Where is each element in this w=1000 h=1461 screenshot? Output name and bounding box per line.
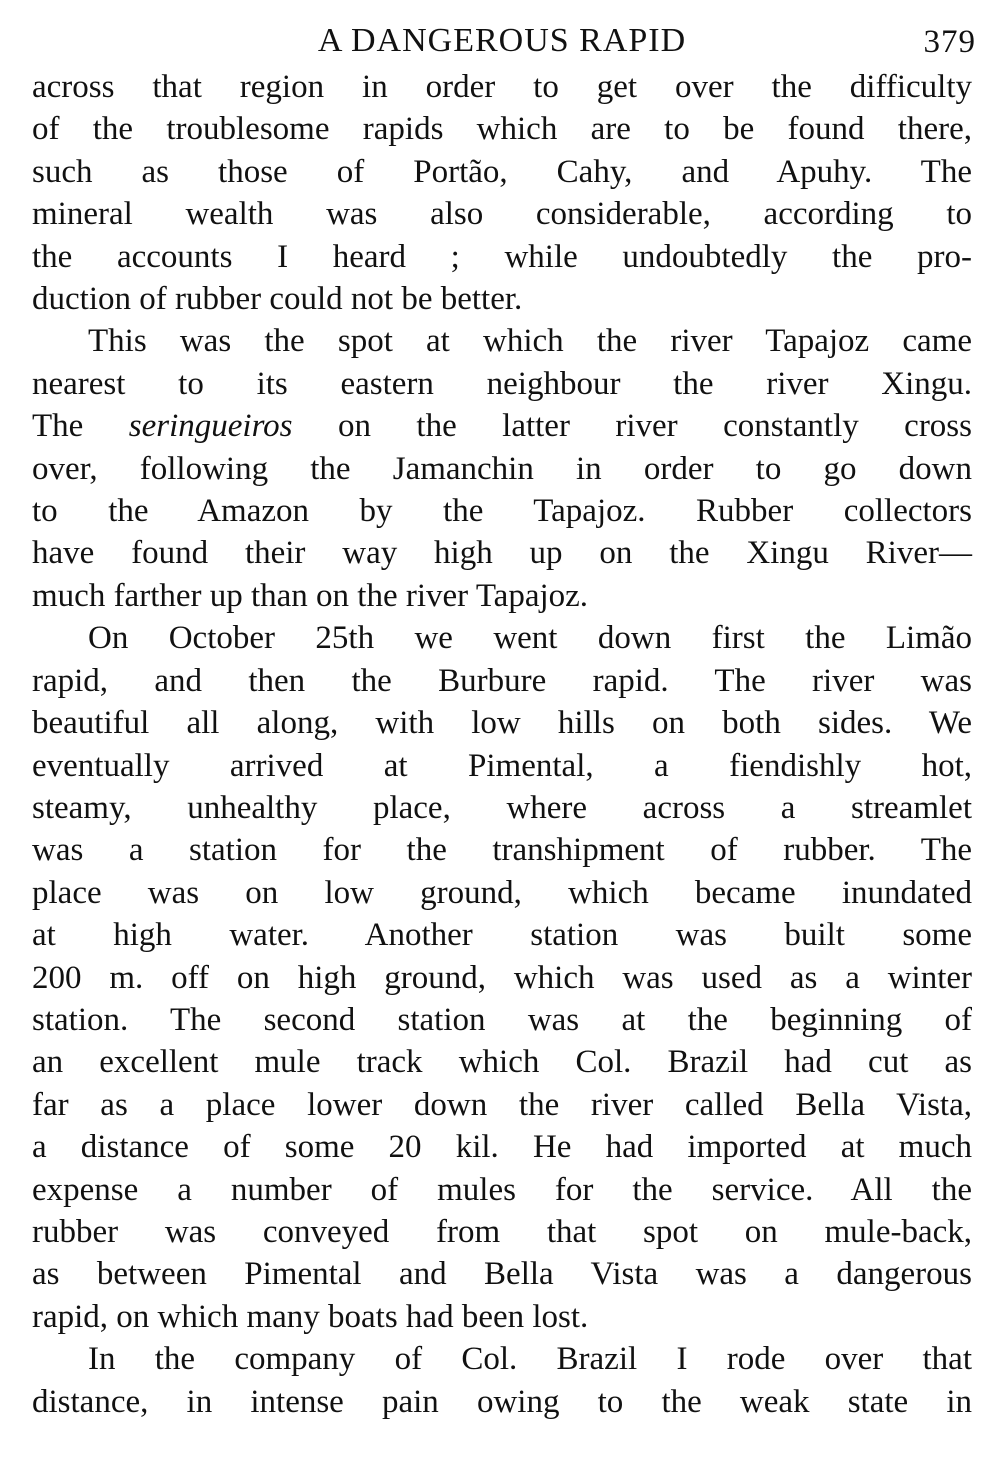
- text-line: nearest to its eastern neighbour the river Xingu.: [32, 365, 972, 402]
- text-line: across that region in order to get over the difficulty: [32, 69, 972, 105]
- text-line: expense a number of mules for the service. All the: [32, 1171, 972, 1208]
- text-span: on the latter river constantly cross: [337, 408, 972, 445]
- text-line: as between Pimental and Bella Vista was a dangerous: [32, 1256, 972, 1293]
- text-line: have found their way high up on the Xingu River—: [32, 535, 972, 572]
- text-span: The: [32, 408, 84, 445]
- page-number: 379: [923, 24, 976, 60]
- text-line: On October 25th we went down first the Limão: [88, 620, 972, 657]
- running-head: [32, 14, 976, 66]
- text-line: beautiful all along, with low hills on both sides. We: [32, 705, 972, 742]
- text-line: place was on low ground, which became inundated: [32, 874, 972, 911]
- text-line: mineral wealth was also considerable, according to: [32, 196, 972, 233]
- text-line: at high water. Another station was built some: [32, 917, 972, 954]
- text-line: station. The second station was at the beginning of: [32, 1001, 972, 1038]
- text-line: the accounts I heard ; while undoubtedly the pro-: [32, 238, 972, 275]
- text-line: to the Amazon by the Tapajoz. Rubber collectors: [32, 493, 972, 530]
- text-line: In the company of Col. Brazil I rode over that: [88, 1341, 972, 1378]
- text-line: This was the spot at which the river Tapajoz came: [88, 323, 972, 360]
- text-line: over, following the Jamanchin in order to go down: [32, 450, 972, 487]
- book-page: [32, 14, 976, 1423]
- text-line: steamy, unhealthy place, where across a streamlet: [32, 789, 972, 826]
- text-line: duction of rubber could not be better.: [32, 281, 523, 318]
- text-line: far as a place lower down the river called Bella Vista,: [32, 1086, 972, 1123]
- text-line: [32, 405, 972, 447]
- text-line: was a station for the transhipment of rubber. The: [32, 832, 972, 869]
- text-line: eventually arrived at Pimental, a fiendishly hot,: [32, 747, 972, 784]
- text-line: of the troublesome rapids which are to be found there,: [32, 111, 972, 148]
- text-line: rubber was conveyed from that spot on mule-back,: [32, 1213, 972, 1250]
- text-line: a distance of some 20 kil. He had imported at much: [32, 1129, 972, 1166]
- text-line: rapid, on which many boats had been lost.: [32, 1298, 589, 1335]
- text-line: rapid, and then the Burbure rapid. The river was: [32, 662, 972, 699]
- italic-term: seringueiros: [128, 408, 293, 445]
- text-line: 200 m. off on high ground, which was used as a winter: [32, 959, 972, 996]
- text-line: such as those of Portão, Cahy, and Apuhy. The: [32, 153, 972, 190]
- text-line: distance, in intense pain owing to the weak state in: [32, 1383, 972, 1420]
- text-line: much farther up than on the river Tapajoz.: [32, 577, 589, 614]
- body-text: [32, 66, 972, 1423]
- running-title: A DANGEROUS RAPID: [317, 22, 687, 59]
- text-line: an excellent mule track which Col. Brazil had cut as: [32, 1044, 972, 1081]
